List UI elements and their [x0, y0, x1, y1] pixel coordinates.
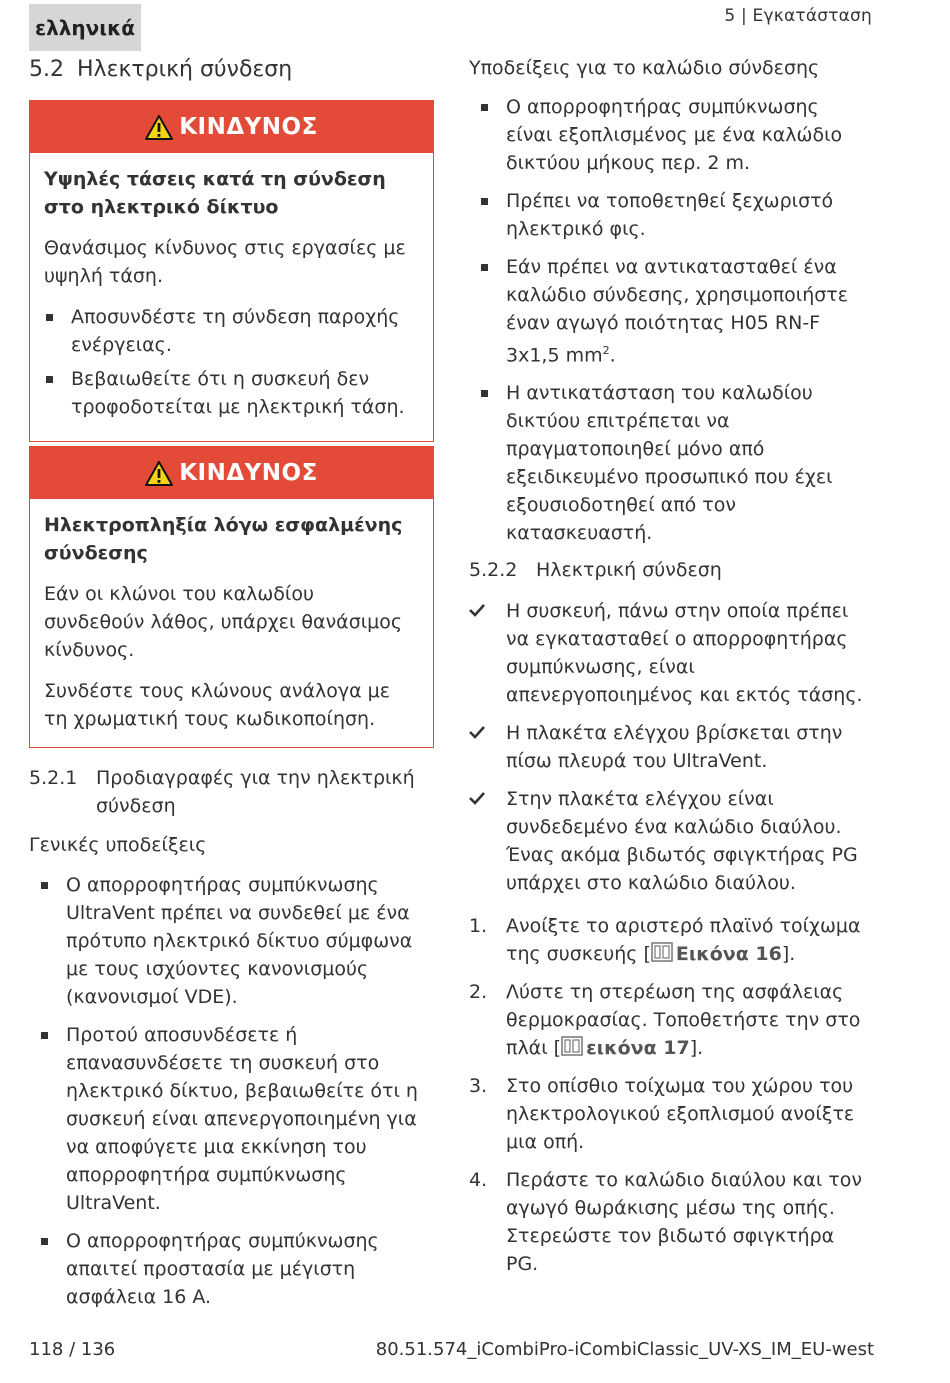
check-icon: [469, 725, 485, 739]
step-number: 4.: [469, 1169, 488, 1191]
warning-icon: [145, 461, 173, 486]
list-item: Πρέπει να τοποθετηθεί ξεχωριστό ηλεκτρικό φις.: [469, 187, 869, 243]
danger-text: Θανάσιμος κίνδυνος στις εργασίες με υψηλή τάση.: [44, 237, 406, 287]
general-notes-heading: Γενικές υποδείξεις: [29, 834, 207, 856]
list-item: Ο απορροφητήρας συμπύκνωσης απαιτεί προστασία με μέγιστη ασφάλεια 16 A.: [29, 1227, 429, 1311]
step-text-end: ].: [781, 943, 796, 965]
list-item: [469, 253, 869, 369]
danger-label: ΚΙΝΔΥΝΟΣ: [179, 114, 318, 140]
cable-notes-heading: Υποδείξεις για το καλώδιο σύνδεσης: [469, 57, 820, 79]
list-item: [469, 785, 869, 897]
list-item: [469, 597, 869, 709]
danger-box-electric-shock: [29, 446, 434, 748]
check-text: Η συσκευή, πάνω στην οποία πρέπει να εγκατασταθεί ο απορροφητήρας συμπύκνωσης, είναι απενεργοποιημένος και εκτός τάσης.: [506, 600, 863, 706]
step-text: Λύστε τη στερέωση της ασφάλειας θερμοκρασίας. Τοποθετήστε την στο πλάι [: [506, 981, 861, 1059]
subsection-title: Προδιαγραφές για την ηλεκτρική σύνδεση: [96, 767, 415, 817]
running-header: 5 | Εγκατάσταση: [724, 6, 872, 26]
list-item: Η αντικατάσταση του καλωδίου δικτύου επιτρέπεται να πραγματοποιηθεί μόνο από εξειδικευμένο προσωπικό που έχει εξουσιοδοτηθεί από τον κατασκευαστή.: [469, 379, 869, 547]
subsection-number: 5.2.2: [469, 559, 518, 581]
step-text-end: ].: [689, 1037, 704, 1059]
step-item: [469, 978, 869, 1062]
figure-16-link[interactable]: Εικόνα 16: [675, 943, 782, 965]
step-number: 3.: [469, 1075, 488, 1097]
figure-17-link[interactable]: εικόνα 17: [586, 1037, 690, 1059]
check-icon: [469, 603, 485, 617]
step-text: Στο οπίσθιο τοίχωμα του χώρου του ηλεκτρολογικού εξοπλισμού ανοίξτε μια οπή.: [506, 1075, 855, 1153]
subsection-number: 5.2.1: [29, 767, 78, 789]
figure-reference-icon: [651, 942, 673, 962]
list-item: Ο απορροφητήρας συμπύκνωσης UltraVent πρέπει να συνδεθεί με ένα πρότυπο ηλεκτρικό δίκτυο σύμφωνα με τους ισχύοντες κανονισμούς (κανονισμοί VDE).: [29, 871, 429, 1011]
list-item: Αποσυνδέστε τη σύνδεση παροχής ενέργειας.: [44, 303, 419, 359]
section-number: 5.2: [29, 57, 64, 82]
step-number: 1.: [469, 915, 488, 937]
step-item: [469, 1072, 869, 1156]
danger-instruction: Συνδέστε τους κλώνους ανάλογα με τη χρωματική τους κωδικοποίηση.: [44, 680, 391, 730]
page-number: 118 / 136: [29, 1339, 116, 1360]
step-text: Περάστε το καλώδιο διαύλου και τον αγωγό θωράκισης μέσω της οπής. Στερεώστε τον βιδωτό σφιγκτήρα PG.: [506, 1169, 862, 1275]
danger-banner: [30, 101, 433, 153]
step-item: [469, 1166, 869, 1278]
section-title: Ηλεκτρική σύνδεση: [77, 57, 293, 82]
danger-list: [44, 303, 419, 421]
danger-text: Εάν οι κλώνοι του καλωδίου συνδεθούν λάθος, υπάρχει θανάσιμος κίνδυνος.: [44, 583, 403, 661]
list-item: Προτού αποσυνδέσετε ή επανασυνδέσετε τη συσκευή στο ηλεκτρικό δίκτυο, βεβαιωθείτε ότι η συσκευή είναι απενεργοποιημένη για να αποφύγετε μια εκκίνηση του απορροφητήρα συμπύκνωσης UltraVent.: [29, 1021, 429, 1217]
cable-spec-end: .: [609, 344, 616, 367]
step-item: [469, 912, 869, 968]
step-text: Ανοίξτε το αριστερό πλαϊνό τοίχωμα της συσκευής [: [506, 915, 861, 965]
danger-title: Ηλεκτροπληξία λόγω εσφαλμένης σύνδεσης: [44, 514, 403, 564]
subsection-heading-5-2-1: [29, 764, 434, 820]
danger-banner: [30, 447, 433, 499]
danger-label: ΚΙΝΔΥΝΟΣ: [179, 460, 318, 486]
list-item: Ο απορροφητήρας συμπύκνωσης είναι εξοπλισμένος με ένα καλώδιο δικτύου μήκους περ. 2 m.: [469, 93, 869, 177]
check-text: Στην πλακέτα ελέγχου είναι συνδεδεμένο ένα καλώδιο διαύλου. Ένας ακόμα βιδωτός σφιγκτήρας PG υπάρχει στο καλώδιο διαύλου.: [506, 788, 858, 894]
warning-icon: [145, 115, 173, 140]
list-item: Βεβαιωθείτε ότι η συσκευή δεν τροφοδοτείται με ηλεκτρική τάση.: [44, 365, 419, 421]
cable-spec-text: Εάν πρέπει να αντικατασταθεί ένα καλώδιο σύνδεσης, χρησιμοποιήστε έναν αγωγό ποιότητας H05 RN-F 3x1,5 mm: [506, 256, 848, 367]
check-text: Η πλακέτα ελέγχου βρίσκεται στην πίσω πλευρά του UltraVent.: [506, 722, 843, 772]
steps-list: [469, 912, 869, 1288]
superscript: 2: [602, 344, 610, 357]
cable-notes-list: [469, 93, 869, 557]
language-tab: ελληνικά: [29, 4, 141, 51]
check-icon: [469, 791, 485, 805]
danger-box-high-voltage: [29, 100, 434, 442]
subsection-heading-5-2-2: [469, 556, 889, 584]
danger-title: Υψηλές τάσεις κατά τη σύνδεση στο ηλεκτρικό δίκτυο: [44, 168, 386, 218]
general-notes-list: [29, 871, 429, 1321]
list-item: [469, 719, 869, 775]
figure-reference-icon: [561, 1036, 583, 1056]
section-heading: [29, 57, 292, 82]
step-number: 2.: [469, 981, 488, 1003]
prerequisites-list: [469, 597, 869, 907]
document-id: 80.51.574_iCombiPro-iCombiClassic_UV-XS_IM_EU-west: [375, 1339, 874, 1360]
subsection-title: Ηλεκτρική σύνδεση: [536, 559, 722, 581]
